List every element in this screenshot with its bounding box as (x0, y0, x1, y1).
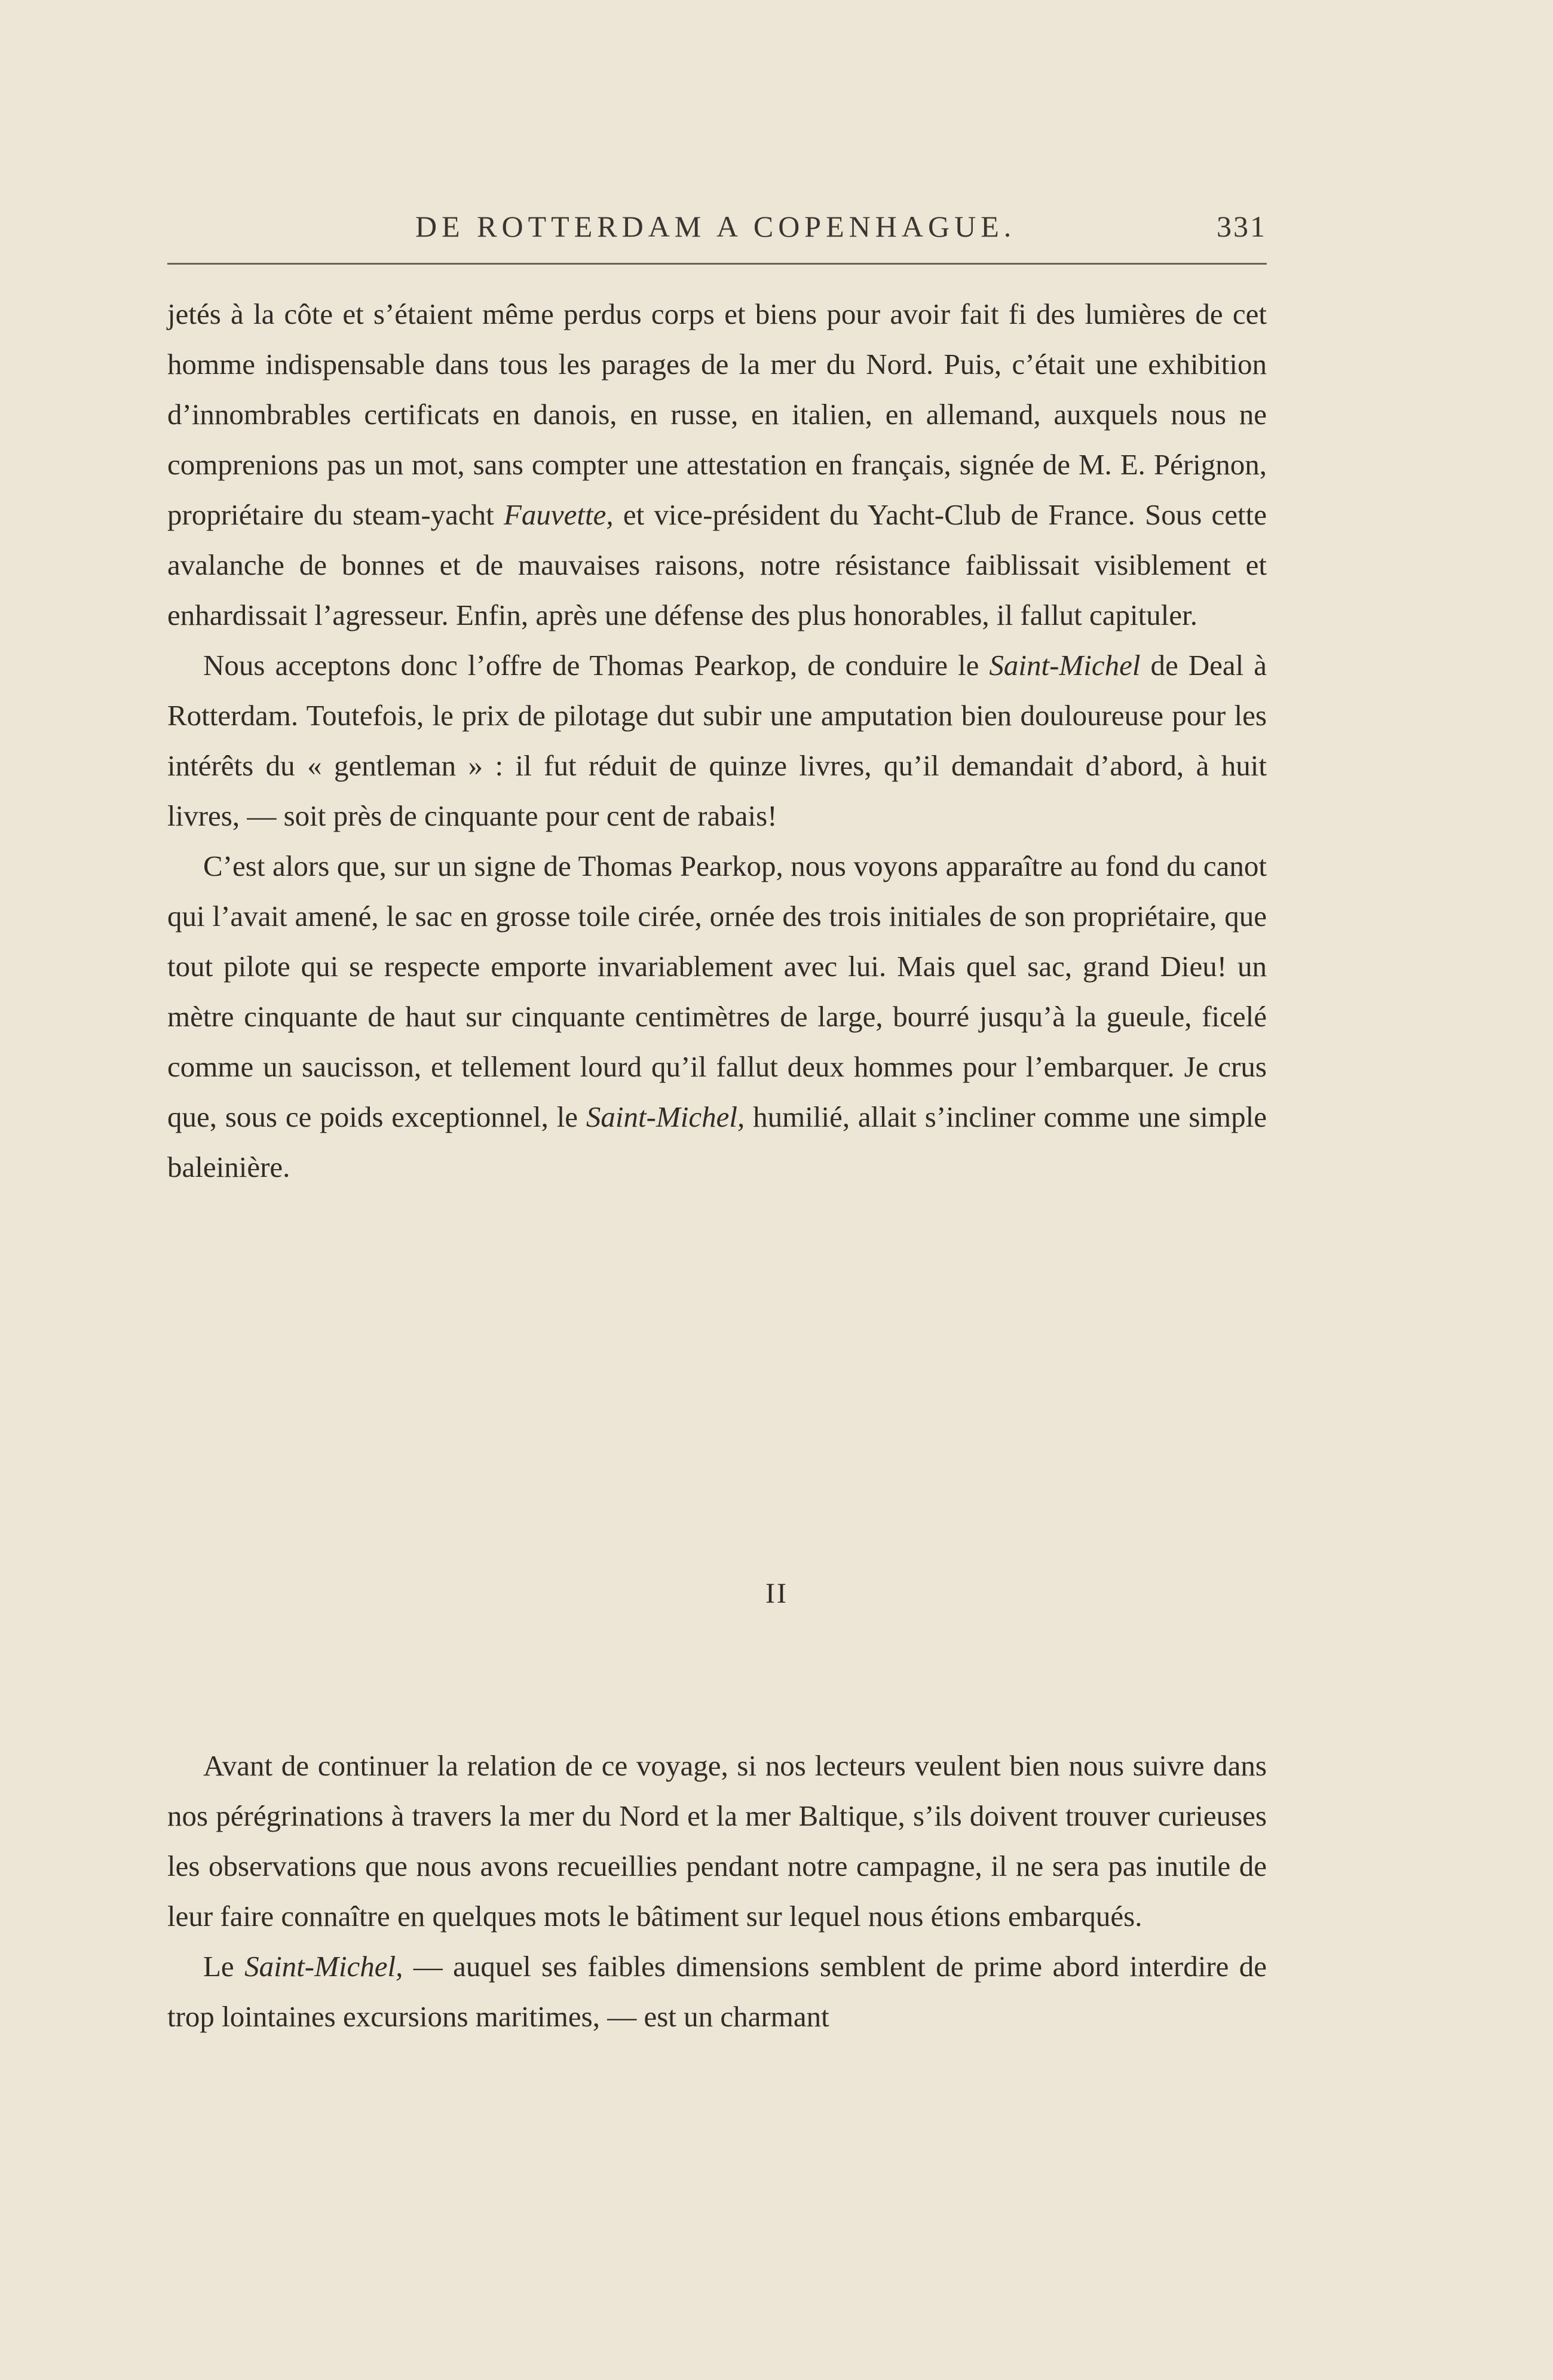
paragraph-5 (167, 1942, 1267, 2042)
text-block-1 (167, 289, 1267, 1192)
ship-name: Saint-Michel (989, 649, 1141, 682)
para1-continuation: et vice-président du Yacht-Club de France. Sous cette avalanche de bonnes et de mauvaises raisons, notre résistance faiblissait visiblement et enhardissait l’agresseur. Enfin, après une défense des plus honorables, il fallut capituler. (167, 498, 1267, 631)
page-number: 331 (1217, 210, 1267, 243)
paragraph-1 (167, 289, 1267, 640)
para1-text: jetés à la côte et s’étaient même perdus corps et biens pour avoir fait fi des lumières de cet homme indispensable dans tous les parages de la mer du Nord. Puis, c’était une exhibition d’innombrables certificats en danois, en russe, en italien, en allemand, auxquels nous ne comprenions pas un mot, sans compter une attestation en français, signée de M. E. Pérignon, propriétaire du steam-yacht (167, 298, 1267, 531)
paragraph-4 (167, 1741, 1267, 1942)
para3-text: C’est alors que, sur un signe de Thomas Pearkop, nous voyons apparaître au fond du canot qui l’avait amené, le sac en grosse toile cirée, ornée des trois initiales de son propriétaire, que tout pilote qui se respecte emporte invariablement avec lui. Mais quel sac, grand Dieu! un mètre cinquante de haut sur cinquante centimètres de large, bourré jusqu’à la gueule, ficelé comme un saucisson, et tellement lourd qu’il fallut deux hommes pour l’embarquer. Je crus que, sous ce poids exceptionnel, le (167, 849, 1267, 1133)
para2-continuation: de Deal à Rotterdam. Toutefois, le prix de pilotage dut subir une amputation bien douloureuse pour les intérêts du « gentleman » : il fut réduit de quinze livres, qu’il demandait d’abord, à huit livres, — soit près de cinquante pour cent de rabais! (167, 649, 1267, 832)
para3-continuation: humilié, allait s’incliner comme une simple baleinière. (167, 1100, 1267, 1183)
para2-text: Nous acceptons donc l’offre de Thomas Pearkop, de conduire le (203, 649, 979, 682)
paragraph-2 (167, 640, 1267, 841)
running-title: DE ROTTERDAM A COPENHAGUE. (415, 210, 1016, 243)
yacht-name: Fauvette, (504, 498, 614, 531)
header-rule (167, 263, 1267, 265)
running-head (167, 203, 1267, 251)
para5-lead: Le (203, 1950, 234, 1983)
ship-name: Saint-Michel, (244, 1950, 403, 1983)
paragraph-3 (167, 841, 1267, 1192)
para4-text: Avant de continuer la relation de ce voyage, si nos lecteurs veulent bien nous suivre dans nos pérégrinations à travers la mer du Nord et la mer Baltique, s’ils doivent trouver curieuses les observations que nous avons recueillies pendant notre campagne, il ne sera pas inutile de leur faire connaître en quelques mots le bâtiment sur lequel nous étions embarqués. (167, 1749, 1267, 1933)
text-block-2 (167, 1741, 1267, 2042)
section-heading: II (765, 1578, 788, 1609)
ship-name: Saint-Michel, (586, 1100, 745, 1133)
para5-continuation: — auquel ses faibles dimensions semblent de prime abord interdire de trop lointaines excursions maritimes, — est un charmant (167, 1950, 1267, 2033)
